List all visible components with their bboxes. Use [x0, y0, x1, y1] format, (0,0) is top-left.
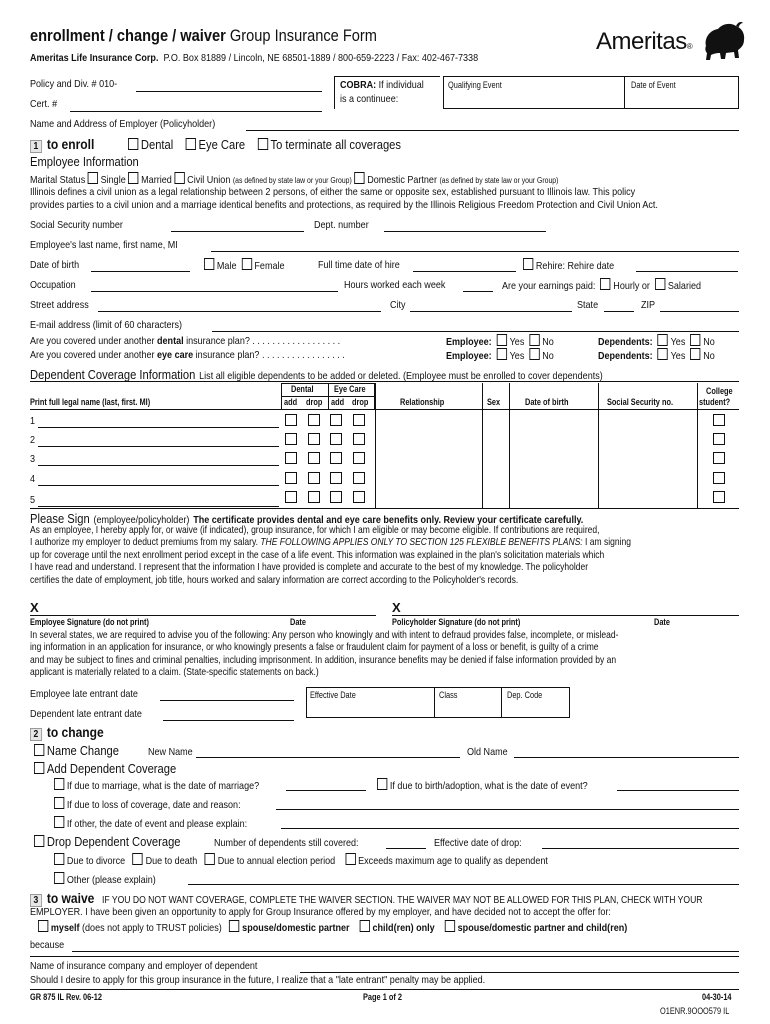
eye-question [30, 349, 345, 361]
col-eye-drop: drop [352, 397, 369, 407]
eye-add-checkbox[interactable] [330, 491, 342, 503]
dental-dep-yes-checkbox[interactable] [658, 334, 668, 346]
annual-label: Due to annual election period [217, 855, 336, 867]
male-label: Male [216, 260, 237, 272]
college-checkbox[interactable] [713, 472, 725, 484]
col-dental-add: add [284, 397, 298, 407]
sign-para-3: up for coverage until the next enrollment period except in the case of a life event. This information was explained in the plan's solicitation materials which [30, 549, 605, 561]
dob-field[interactable] [91, 271, 190, 272]
dental-drop-checkbox[interactable] [308, 414, 320, 426]
male-checkbox[interactable] [204, 258, 214, 270]
college-checkbox[interactable] [713, 452, 725, 464]
drop-dependent-checkbox[interactable] [34, 835, 44, 847]
form-title-bold: enrollment / change / waiver [30, 26, 226, 45]
loss-row [54, 797, 241, 811]
last-name-field[interactable] [211, 251, 739, 252]
zip-label: ZIP [641, 299, 656, 311]
other-explain-checkbox[interactable] [54, 872, 64, 884]
no-label: No [703, 350, 715, 362]
married-checkbox[interactable] [128, 172, 138, 184]
col-dob: Date of birth [525, 397, 569, 407]
dental-add-checkbox[interactable] [285, 414, 297, 426]
drop-reasons-row [54, 853, 548, 867]
q-dental-pre: Are you covered under another [30, 335, 158, 347]
other-date-row [54, 816, 247, 830]
date-of-event-field[interactable] [624, 76, 739, 109]
cobra-bold: COBRA: [340, 79, 377, 91]
sign-para-2a: I authorize my employer to deduct premiums from my salary. [30, 537, 261, 549]
marital-status-row [30, 172, 558, 186]
waive-children-label: child(ren) only [372, 922, 435, 934]
effective-date-label: Effective Date [310, 690, 356, 700]
form-title [30, 26, 377, 46]
rehire-checkbox[interactable] [523, 258, 533, 270]
eye-employee-yes-checkbox[interactable] [497, 348, 507, 360]
col-dental-drop: drop [306, 397, 323, 407]
dental-drop-checkbox[interactable] [308, 452, 320, 464]
eye-drop-checkbox[interactable] [353, 433, 365, 445]
dep-table-bottom-line [30, 508, 739, 509]
name-change-row [34, 743, 119, 758]
salaried-checkbox[interactable] [655, 278, 665, 290]
row-number: 4 [30, 473, 36, 485]
dep-code-label: Dep. Code [507, 690, 543, 700]
fraud-1: In several states, we are required to advise you of the following: Any person who knowingly and with intent to defraud provides false, incomplete, or mislead- [30, 630, 619, 641]
ssn-field[interactable] [171, 231, 304, 232]
sign-para-1: As an employee, I hereby apply for, or waive (if indicated), group insurance, for which I am eligible or may become eligible. If contributions are required, [30, 525, 600, 536]
col-dental: Dental [291, 384, 314, 394]
cobra-label [340, 79, 424, 91]
salaried-label: Salaried [667, 280, 702, 292]
other-date-field[interactable] [281, 828, 739, 829]
dental-drop-checkbox[interactable] [308, 472, 320, 484]
employer-field[interactable] [246, 130, 739, 131]
dependent-row [30, 412, 740, 430]
company-line [30, 52, 478, 64]
dental-dependents-label: Dependents: [598, 336, 653, 348]
eye-care-checkbox[interactable] [186, 138, 196, 150]
death-label: Due to death [145, 855, 198, 867]
date-of-event-label: Date of Event [631, 80, 676, 90]
effective-date-field[interactable] [306, 687, 435, 718]
waive-myself-checkbox[interactable] [38, 920, 48, 932]
employee-late-field[interactable] [160, 700, 294, 701]
college-checkbox[interactable] [713, 433, 725, 445]
full-time-label: Full time date of hire [318, 259, 400, 271]
eye-add-checkbox[interactable] [330, 414, 342, 426]
exceeds-checkbox[interactable] [345, 853, 355, 865]
female-label: Female [254, 260, 285, 272]
dental-drop-checkbox[interactable] [308, 491, 320, 503]
marriage-date-field[interactable] [286, 790, 366, 791]
ameritas-logo [596, 28, 693, 56]
occupation-field[interactable] [91, 291, 338, 292]
waive-myself-note: (does not apply to TRUST policies) [79, 922, 222, 934]
birth-date-field[interactable] [617, 790, 739, 791]
because-field-2[interactable] [30, 956, 739, 957]
email-label: E-mail address (limit of 60 characters) [30, 319, 183, 331]
marriage-label: If due to marriage, what is the date of marriage? [66, 780, 260, 792]
sign-heading: Please Sign [30, 511, 90, 526]
yes-label: Yes [509, 350, 525, 362]
dental-answers [446, 334, 554, 348]
street-label: Street address [30, 299, 89, 311]
section-number-3: 3 [30, 894, 42, 907]
new-name-label: New Name [148, 746, 193, 758]
illinois-line-2: provides parties to a civil union and a marriage identical benefits and protections, as required by the Illinois Religious Freedom Protection and Civil Union Act. [30, 199, 658, 211]
row-number: 3 [30, 453, 36, 465]
other-explain-label: Other (please explain) [66, 874, 156, 886]
email-field[interactable] [212, 331, 739, 332]
class-label: Class [439, 690, 458, 700]
eye-dep-yes-checkbox[interactable] [658, 348, 668, 360]
dep-name-field[interactable] [38, 506, 279, 507]
old-name-field[interactable] [514, 757, 739, 758]
hourly-checkbox[interactable] [600, 278, 610, 290]
sex-options [204, 258, 285, 272]
civil-union-note: (as defined by state law or your Group) [232, 176, 352, 185]
dental-label: Dental [140, 137, 174, 152]
terminate-label: To terminate all coverages [270, 137, 401, 152]
fraud-3: and may be subject to fines and criminal penalties, including imprisonment. In addition, insurance benefits may be denied if false information provided by an [30, 654, 617, 666]
logo-mark: ® [686, 42, 693, 51]
col-name: Print full legal name (last, first. MI) [30, 397, 151, 407]
employee-signature-field[interactable] [30, 615, 376, 616]
single-checkbox[interactable] [88, 172, 98, 184]
policyholder-date-label: Date [654, 617, 671, 627]
drop-dependent-label: Drop Dependent Coverage [46, 834, 181, 849]
rehire-date-field[interactable] [636, 271, 738, 272]
waive-children-checkbox[interactable] [360, 920, 370, 932]
policyholder-signature-label: Policyholder Signature (do not print) [392, 617, 521, 627]
cert-label: Cert. # [30, 98, 58, 110]
dependent-row [30, 431, 740, 449]
q-eye-bold: eye care [157, 349, 194, 361]
row-number: 2 [30, 434, 36, 446]
dependent-row [30, 470, 740, 488]
col-eye-add: add [331, 397, 345, 407]
no-label: No [542, 350, 554, 362]
because-label: because [30, 939, 65, 951]
dependent-heading: Dependent Coverage Information [30, 367, 196, 382]
num-deps-field[interactable] [386, 848, 426, 849]
name-change-label: Name Change [46, 743, 119, 758]
cert-field[interactable] [70, 111, 322, 112]
civil-union-checkbox[interactable] [174, 172, 184, 184]
footer-date: 04-30-14 [702, 992, 732, 1002]
divorce-checkbox[interactable] [54, 853, 64, 865]
fraud-2: ing information in an application for insurance, or who knowingly presents a false or fraudulent claim for payment of a loss or benefit, is guilty of a crime [30, 642, 599, 654]
earnings-row [502, 278, 701, 292]
loss-checkbox[interactable] [54, 797, 64, 809]
single-label: Single [100, 174, 126, 186]
dependent-late-label: Dependent late entrant date [30, 708, 142, 720]
no-label: No [703, 336, 715, 348]
dental-add-checkbox[interactable] [285, 433, 297, 445]
hourly-label: Hourly or [613, 280, 650, 292]
eye-add-checkbox[interactable] [330, 472, 342, 484]
name-change-checkbox[interactable] [34, 744, 44, 756]
birth-label: If due to birth/adoption, what is the date of event? [389, 780, 588, 792]
eff-drop-field[interactable] [542, 848, 739, 849]
waive-line-1: IF YOU DO NOT WANT COVERAGE, COMPLETE THE WAIVER SECTION. THE WAIVER MAY NOT BE ALLOWED FOR THIS PLAN, CHECK WITH YOUR [101, 895, 703, 906]
sign-para-2-italic: THE FOLLOWING APPLIES ONLY TO SECTION 125 FLEXIBLE BENEFITS PLANS: [260, 537, 583, 549]
eye-care-label: Eye Care [198, 137, 246, 152]
col-college-2: student? [699, 397, 731, 407]
cobra-box [334, 76, 440, 109]
form-number: GR 875 IL Rev. 06-12 [30, 992, 102, 1002]
married-label: Married [141, 174, 172, 186]
eye-dep-no-checkbox[interactable] [690, 348, 700, 360]
col-ssn: Social Security no. [607, 397, 674, 407]
waive-spouse-label: spouse/domestic partner [242, 922, 350, 934]
sign-sub: (employee/policyholder) [93, 514, 190, 526]
company-name: Ameritas Life Insurance Corp. [30, 52, 159, 64]
civil-union-label: Civil Union [187, 174, 231, 186]
col-sex: Sex [487, 397, 501, 407]
rehire-row [523, 258, 614, 272]
eye-add-checkbox[interactable] [330, 433, 342, 445]
annual-checkbox[interactable] [205, 853, 215, 865]
drop-dep-row [34, 834, 181, 849]
eye-employee-no-checkbox[interactable] [529, 348, 539, 360]
sign-paragraph [30, 525, 741, 587]
dental-dep-answers [598, 334, 715, 348]
dental-col-header [281, 383, 329, 409]
occupation-label: Occupation [30, 279, 76, 291]
dental-drop-checkbox[interactable] [308, 433, 320, 445]
other-explain-row [54, 872, 156, 886]
dependent-late-field[interactable] [163, 720, 294, 721]
dental-question [30, 335, 340, 347]
col-college-1: College [706, 386, 733, 396]
col-eye: Eye Care [334, 384, 366, 394]
eye-drop-checkbox[interactable] [353, 414, 365, 426]
illinois-line-1: Illinois defines a civil union as a legal relationship between 2 persons, of either the same or opposite sex, established pursuant to Illinois law. This policy [30, 186, 636, 198]
loss-label: If due to loss of coverage, date and reason: [66, 799, 241, 811]
female-checkbox[interactable] [242, 258, 252, 270]
hours-field[interactable] [463, 291, 493, 292]
full-time-field[interactable] [413, 271, 516, 272]
dep-header-bottom-line [30, 409, 739, 410]
cobra-text: If individual [376, 79, 424, 91]
dental-add-checkbox[interactable] [285, 472, 297, 484]
city-field[interactable] [410, 311, 572, 312]
page-number: Page 1 of 2 [363, 992, 402, 1002]
employer-label: Name and Address of Employer (Policyholder) [30, 118, 216, 130]
new-name-field[interactable] [196, 757, 460, 758]
add-dependent-checkbox[interactable] [34, 762, 44, 774]
college-checkbox[interactable] [713, 491, 725, 503]
policy-div-field[interactable] [136, 91, 322, 92]
domestic-partner-checkbox[interactable] [354, 172, 364, 184]
fraud-paragraph [30, 630, 741, 680]
change-title: to change [46, 724, 104, 740]
dep-name-field[interactable] [38, 465, 279, 466]
no-label: No [542, 336, 554, 348]
zip-field[interactable] [660, 311, 739, 312]
dental-add-checkbox[interactable] [285, 452, 297, 464]
sign-para-2b: I am signing [582, 537, 631, 549]
q-eye-pre: Are you covered under another [30, 349, 158, 361]
yes-label: Yes [509, 336, 525, 348]
ins-company-field[interactable] [300, 972, 739, 973]
waive-spouse-children-label: spouse/domestic partner and child(ren) [457, 922, 628, 934]
waive-spouse-checkbox[interactable] [229, 920, 239, 932]
terminate-checkbox[interactable] [258, 138, 268, 150]
add-dependent-label: Add Dependent Coverage [46, 761, 177, 776]
sign-para-5: certifies the date of employment, job title, hours worked and salary information are correct according to the Policyholder's records. [30, 574, 519, 586]
cobra-text2: is a continuee: [340, 93, 399, 105]
eye-add-checkbox[interactable] [330, 452, 342, 464]
because-field[interactable] [72, 951, 739, 952]
qualifying-event-field[interactable] [443, 76, 625, 109]
waive-line-2: EMPLOYER. I have been given an opportunity to apply for Group Insurance offered by my employer, and have decided not to accept the offer for: [30, 906, 611, 918]
ssn-label: Social Security number [30, 219, 123, 231]
section-number-2: 2 [30, 728, 42, 741]
death-checkbox[interactable] [133, 853, 143, 865]
late-note: Should I desire to apply for this group insurance in the future, I realize that a "late entrant" penalty may be applied. [30, 974, 486, 986]
dependent-row [30, 489, 740, 507]
logo-text: Ameritas [596, 28, 687, 55]
marriage-checkbox[interactable] [54, 778, 64, 790]
marital-status-label: Marital Status [30, 174, 86, 186]
company-address: P.O. Box 81889 / Lincoln, NE 68501-1889 / 800-659-2223 / Fax: 402-467-7338 [163, 52, 479, 64]
yes-label: Yes [670, 336, 686, 348]
employee-signature-label: Employee Signature (do not print) [30, 617, 149, 627]
col-relationship: Relationship [400, 397, 445, 407]
street-field[interactable] [98, 311, 381, 312]
employee-info-heading: Employee Information [30, 154, 139, 169]
footer-code: O1ENR.9OOO579 IL [660, 1006, 730, 1016]
waive-spouse-children-checkbox[interactable] [445, 920, 455, 932]
dep-name-field[interactable] [38, 446, 279, 447]
dental-dep-no-checkbox[interactable] [690, 334, 700, 346]
dep-table-top-line [30, 381, 739, 382]
q-eye-post: insurance plan? . . . . . . . . . . . . . . . . . [193, 349, 345, 361]
sign-para-4: I have read and understand. I represent that the information I have provided is complete and accurate to the best of my knowledge. The policyholder [30, 562, 589, 574]
other-date-label: If other, the date of event and please explain: [66, 818, 248, 830]
marriage-row [54, 778, 259, 792]
policyholder-signature-field[interactable] [392, 615, 739, 616]
enroll-title: to enroll [46, 136, 95, 152]
loss-field[interactable] [276, 809, 739, 810]
sign-para-2 [30, 537, 741, 549]
dependent-row [30, 450, 740, 468]
policy-div-label: Policy and Div. # 010- [30, 78, 118, 90]
domestic-partner-label: Domestic Partner [367, 174, 437, 186]
change-heading [30, 724, 104, 741]
earnings-label: Are your earnings paid: [502, 280, 596, 292]
add-dep-row [34, 761, 176, 776]
eye-col-header [328, 383, 375, 409]
enroll-options [128, 137, 401, 152]
waive-myself-label: myself [50, 922, 80, 934]
enroll-heading [30, 136, 94, 153]
eye-answers [446, 348, 554, 362]
divorce-label: Due to divorce [66, 855, 126, 867]
old-name-label: Old Name [467, 746, 508, 758]
state-field[interactable] [604, 311, 634, 312]
dept-field[interactable] [384, 231, 546, 232]
eye-dep-answers [598, 348, 715, 362]
birth-checkbox[interactable] [377, 778, 387, 790]
other-explain-field[interactable] [188, 884, 739, 885]
ins-company-label: Name of insurance company and employer of dependent [30, 960, 258, 972]
policyholder-x-mark: X [392, 600, 401, 615]
class-field[interactable] [434, 687, 502, 718]
eye-dependents-label: Dependents: [598, 350, 653, 362]
bison-logo-icon [700, 20, 746, 62]
hours-label: Hours worked each week [344, 279, 446, 291]
other-date-checkbox[interactable] [54, 816, 64, 828]
eye-drop-checkbox[interactable] [353, 472, 365, 484]
eye-drop-checkbox[interactable] [353, 491, 365, 503]
num-deps-label: Number of dependents still covered: [214, 837, 359, 849]
rehire-label: Rehire: Rehire date [535, 260, 615, 272]
college-checkbox[interactable] [713, 414, 725, 426]
dep-name-field[interactable] [38, 485, 279, 486]
city-label: City [390, 299, 406, 311]
dep-name-field[interactable] [38, 427, 279, 428]
state-label: State [577, 299, 599, 311]
sign-bold-note: The certificate provides dental and eye care benefits only. Review your certificate carefully. [193, 514, 584, 526]
dependent-note: List all eligible dependents to be added or deleted. (Employee must be enrolled to cover dependents) [199, 370, 603, 382]
dental-checkbox[interactable] [128, 138, 138, 150]
birth-row [377, 778, 588, 792]
exceeds-label: Exceeds maximum age to qualify as dependent [358, 855, 548, 867]
eff-drop-label: Effective date of drop: [434, 837, 522, 849]
dob-label: Date of birth [30, 259, 80, 271]
employee-date-label: Date [290, 617, 307, 627]
last-name-label: Employee's last name, first name, MI [30, 239, 178, 251]
dental-employee-label: Employee: [446, 336, 492, 348]
dental-employee-yes-checkbox[interactable] [497, 334, 507, 346]
dep-code-field[interactable] [501, 687, 570, 718]
footer-line [30, 989, 739, 990]
q-dental-post: insurance plan? . . . . . . . . . . . . . . . . . . [183, 335, 341, 347]
domestic-partner-note: (as defined by state law or your Group) [439, 176, 559, 185]
fraud-4: applicant is materially related to a claim. (State-specific statements on back.) [30, 667, 319, 679]
dept-label: Dept. number [314, 219, 369, 231]
section-number-1: 1 [30, 140, 42, 153]
dental-add-checkbox[interactable] [285, 491, 297, 503]
yes-label: Yes [670, 350, 686, 362]
q-dental-bold: dental [157, 335, 184, 347]
row-number: 1 [30, 415, 36, 427]
employee-x-mark: X [30, 600, 39, 615]
waive-options-row [38, 920, 627, 934]
dental-employee-no-checkbox[interactable] [529, 334, 539, 346]
employee-late-label: Employee late entrant date [30, 688, 138, 700]
form-title-rest: Group Insurance Form [225, 26, 377, 45]
eye-employee-label: Employee: [446, 350, 492, 362]
eye-drop-checkbox[interactable] [353, 452, 365, 464]
row-number: 5 [30, 494, 36, 506]
qualifying-event-label: Qualifying Event [448, 80, 502, 90]
waive-title: to waive [46, 890, 95, 906]
